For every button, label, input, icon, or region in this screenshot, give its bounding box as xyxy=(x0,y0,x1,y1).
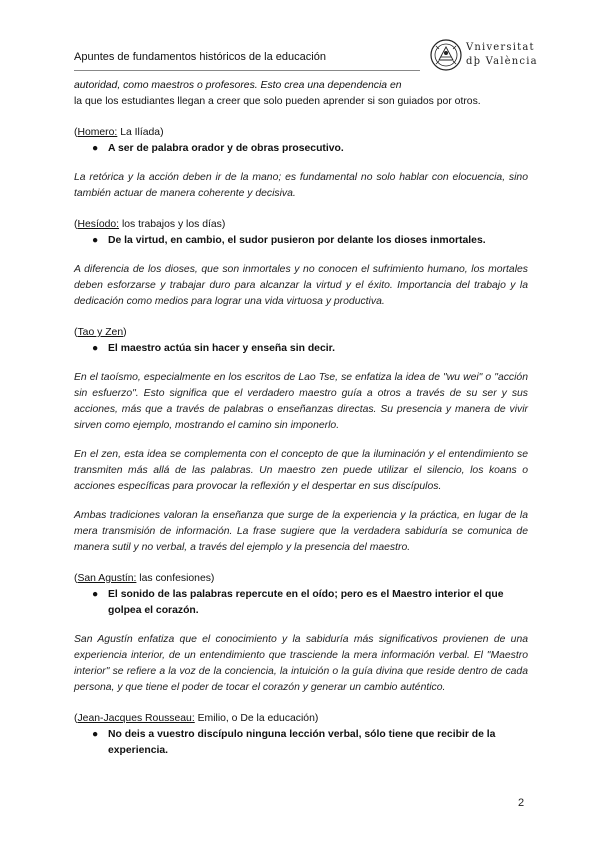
section xyxy=(74,711,528,759)
source-citation xyxy=(74,571,528,587)
source-work: Emilio, o De la educación xyxy=(194,713,315,724)
paren-close: ) xyxy=(221,219,226,230)
paren-close: ) xyxy=(123,327,127,338)
paren-open: ( xyxy=(74,219,78,230)
commentary-paragraph: Ambas tradiciones valoran la enseñanza que surge de la experiencia y la práctica, en lugar de la mera transmisión de información. La frase sugiere que la verdadera sabiduría se comunica de manera sutil y no verbal, a través del ejemplo y la presencia del maestro. xyxy=(74,510,528,553)
university-seal-icon xyxy=(430,38,462,72)
source-citation xyxy=(74,325,528,341)
paren-close: ) xyxy=(210,573,215,584)
commentary-paragraph: San Agustín enfatiza que el conocimiento y la sabiduría más significativos provienen de una experiencia interior, de un entendimiento que trasciende la mera información verbal. El "Maestro interior" se refiere a la voz de la conciencia, la intuición o la guía divina que reside dentro de cada persona, y que tiene el poder de tocar el corazón y generar un cambio auténtico. xyxy=(74,634,528,693)
paren-open: ( xyxy=(74,127,78,138)
source-citation xyxy=(74,217,528,233)
intro-line-2: la que los estudiantes llegan a creer que solo pueden aprender si son guiados por otros. xyxy=(74,96,481,107)
paren-open: ( xyxy=(74,573,78,584)
document-body xyxy=(74,78,528,759)
source-author: Hesíodo: xyxy=(77,219,120,230)
quote-text: No deis a vuestro discípulo ninguna lección verbal, sólo tiene que recibir de la experiencia. xyxy=(108,729,496,756)
university-logo-wordmark xyxy=(466,41,538,69)
logo-line-1: Vniversitat xyxy=(466,42,535,53)
bullet-icon: ● xyxy=(92,729,99,740)
commentary-paragraph: La retórica y la acción deben ir de la mano; es fundamental no solo hablar con elocuencia, sino también actuar de manera coherente y decisiva. xyxy=(74,172,528,199)
source-author: Homero: xyxy=(77,127,118,138)
section xyxy=(74,125,528,202)
university-logo xyxy=(430,38,540,74)
section xyxy=(74,325,528,556)
source-work: las confesiones xyxy=(136,573,211,584)
quote-bullet-item xyxy=(74,341,528,357)
source-citation xyxy=(74,125,528,141)
commentary-paragraph: En el taoísmo, especialmente en los escritos de Lao Tse, se enfatiza la idea de "wu wei" o "acción sin esfuerzo". Esto significa que el verdadero maestro guía a otros a través de su ser y sus acciones, más que a través de palabras o enseñanzas directas. Su presencia y manera de vivir sirven como ejemplo, mostrando el camino sin imponerlo. xyxy=(74,372,528,431)
header-title: Apuntes de fundamentos históricos de la educación xyxy=(74,51,326,63)
paren-open: ( xyxy=(74,327,78,338)
source-author: Jean-Jacques Rousseau: xyxy=(77,713,195,724)
sections-list xyxy=(74,125,528,759)
logo-line-2: dþ València xyxy=(466,56,538,67)
section xyxy=(74,217,528,310)
source-work: La Ilíada xyxy=(117,127,161,138)
paren-close: ) xyxy=(160,127,164,138)
quote-text: El maestro actúa sin hacer y enseña sin decir. xyxy=(108,343,335,354)
source-author: Tao y Zen xyxy=(77,327,124,338)
quote-text: De la virtud, en cambio, el sudor pusieron por delante los dioses inmortales. xyxy=(108,235,486,246)
bullet-icon: ● xyxy=(92,343,99,354)
quote-bullet-item xyxy=(74,233,528,249)
quote-text: El sonido de las palabras repercute en el oído; pero es el Maestro interior el que golpea el corazón. xyxy=(108,589,504,616)
bullet-icon: ● xyxy=(92,589,99,600)
commentary-paragraph: A diferencia de los dioses, que son inmortales y no conocen el sufrimiento humano, los mortales deben esforzarse y trabajar duro para alcanzar la virtud y el éxito. Importancia del trabajo y la dedicación como medios para lograr una vida virtuosa y productiva. xyxy=(74,264,528,307)
quote-bullet-item xyxy=(74,727,528,759)
source-work: los trabajos y los días xyxy=(119,219,222,230)
source-author: San Agustín: xyxy=(77,573,137,584)
intro-line-1: autoridad, como maestros o profesores. Esto crea una dependencia en xyxy=(74,80,402,91)
bullet-icon: ● xyxy=(92,143,99,154)
section xyxy=(74,571,528,696)
source-citation xyxy=(74,711,528,727)
paren-close: ) xyxy=(314,713,319,724)
bullet-icon: ● xyxy=(92,235,99,246)
commentary-paragraph: En el zen, esta idea se complementa con el concepto de que la iluminación y el entendimiento se transmiten más allá de las palabras. Un maestro zen puede utilizar el silencio, los koans o acciones específicas para provocar la reflexión y el despertar en sus discípulos. xyxy=(74,449,528,492)
header-divider xyxy=(74,70,420,71)
page-number: 2 xyxy=(518,797,525,809)
paren-open: ( xyxy=(74,713,78,724)
quote-text: A ser de palabra orador y de obras prosecutivo. xyxy=(108,143,344,154)
quote-bullet-item xyxy=(74,141,528,157)
quote-bullet-item xyxy=(74,587,528,619)
